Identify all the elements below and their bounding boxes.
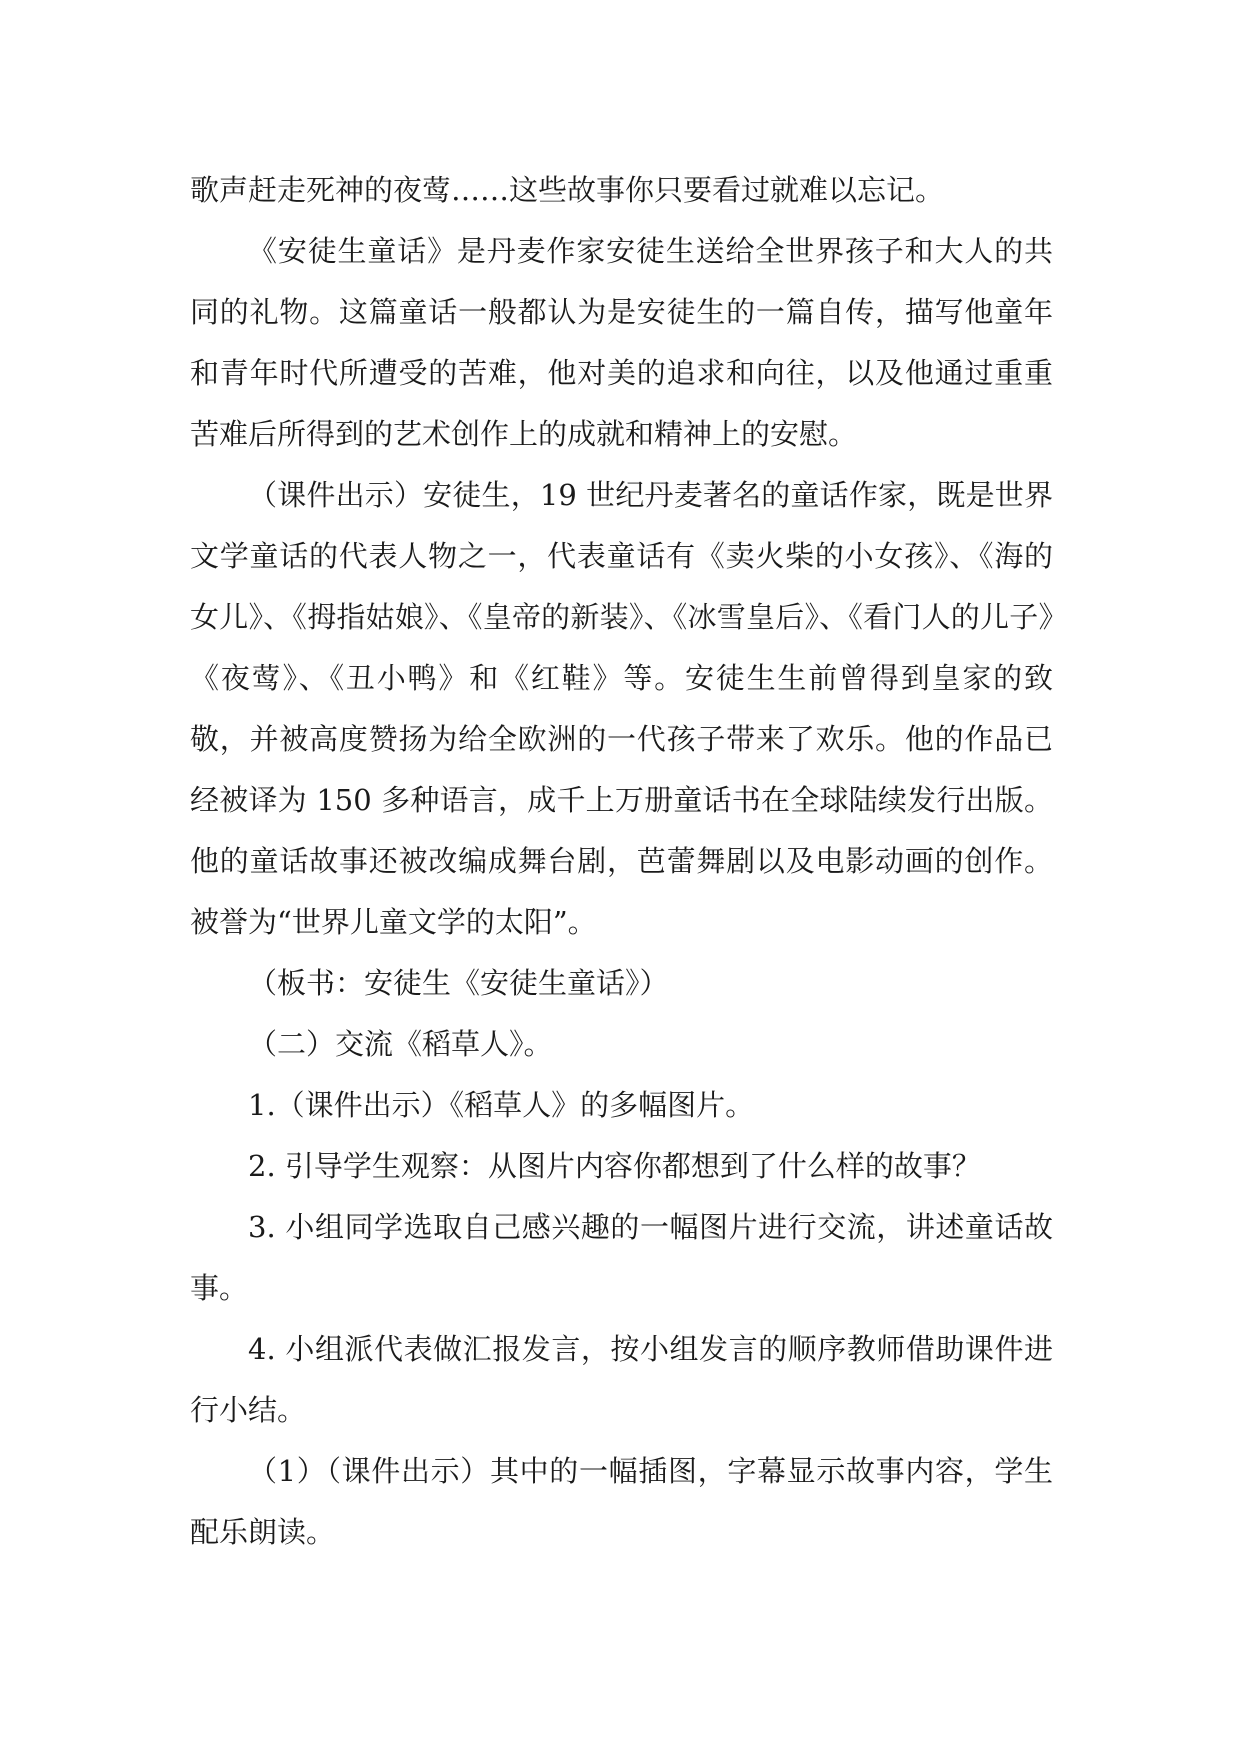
paragraph-board-note: （板书：安徒生《安徒生童话》）: [248, 966, 669, 1000]
document-body: [190, 160, 1053, 1563]
list-item-1: 1.（课件出示）《稻草人》的多幅图片。: [248, 1088, 755, 1122]
paragraph-andersen-biography: （课件出示）安徒生，19 世纪丹麦著名的童话作家，既是世界文学童话的代表人物之一，代表童话有《卖火柴的小女孩》、《海的女儿》、《拇指姑娘》、《皇帝的新装》、《冰雪皇后》、《看门人的儿子》《夜莺》、《丑小鸭》和《红鞋》等。安徒生生前曾得到皇家的致敬，并被高度赞扬为给全欧洲的一代孩子带来了欢乐。他的作品已经被译为 150 多种语言，成千上万册童话书在全球陆续发行出版。他的童话故事还被改编成舞台剧，芭蕾舞剧以及电影动画的创作。被誉为“世界儿童文学的太阳”。: [190, 478, 1053, 939]
sub-item-1: （1）（课件出示）其中的一幅插图，字幕显示故事内容，学生配乐朗读。: [190, 1454, 1053, 1549]
section-heading-scarecrow: （二）交流《稻草人》。: [248, 1027, 553, 1061]
list-item-4: 4. 小组派代表做汇报发言，按小组发言的顺序教师借助课件进行小结。: [190, 1332, 1053, 1427]
list-item-2: 2. 引导学生观察：从图片内容你都想到了什么样的故事？: [248, 1149, 981, 1183]
paragraph-continuation: 歌声赶走死神的夜莺……这些故事你只要看过就难以忘记。: [190, 173, 945, 207]
list-item-3: 3. 小组同学选取自己感兴趣的一幅图片进行交流，讲述童话故事。: [190, 1210, 1053, 1305]
paragraph-andersen-fairy-tales: 《安徒生童话》是丹麦作家安徒生送给全世界孩子和大人的共同的礼物。这篇童话一般都认为是安徒生的一篇自传，描写他童年和青年时代所遭受的苦难，他对美的追求和向往，以及他通过重重苦难后所得到的艺术创作上的成就和精神上的安慰。: [190, 234, 1053, 451]
